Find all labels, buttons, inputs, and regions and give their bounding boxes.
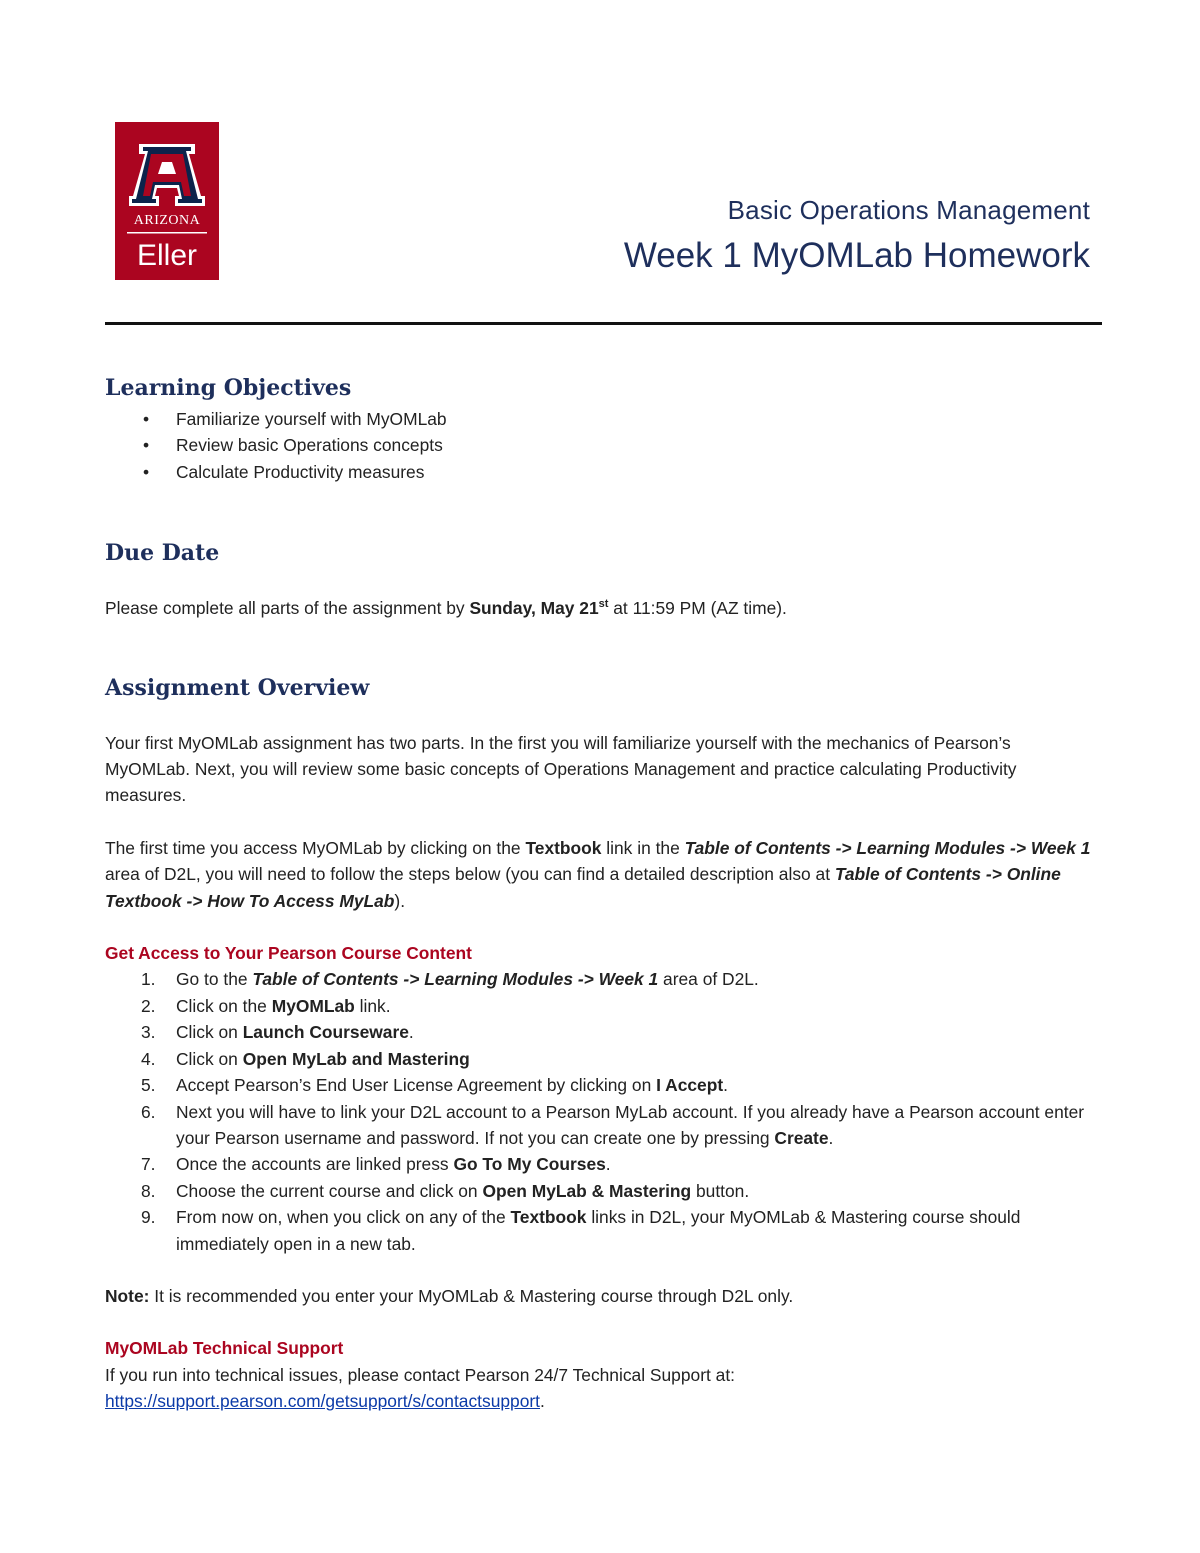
note-paragraph: Note: It is recommended you enter your MyOMLab & Mastering course through D2L only. xyxy=(105,1285,794,1306)
page-title: Week 1 MyOMLab Homework xyxy=(623,236,1090,275)
due-date-value: Sunday, May 21st xyxy=(469,598,609,619)
objective-item: • Familiarize yourself with MyOMLab xyxy=(105,406,1100,432)
document-body xyxy=(105,372,1100,1415)
objectives-list xyxy=(105,406,1100,485)
step-item: 2. Click on the MyOMLab link. xyxy=(141,995,391,1016)
support-link[interactable]: https://support.pearson.com/getsupport/s/contactsupport xyxy=(105,1391,541,1412)
support-text: If you run into technical issues, please contact Pearson 24/7 Technical Support at: xyxy=(105,1364,735,1385)
step-item: 7. Once the accounts are linked press Go To My Courses. xyxy=(141,1154,611,1175)
due-date-text: Please complete all parts of the assignment by Sunday, May 21st at 11:59 PM (AZ time). xyxy=(105,598,787,619)
overview-paragraph-1: Your first MyOMLab assignment has two parts. In the first you will familiarize yourself with the mechanics of Pearson’s MyOMLab. Next, you will review some basic concepts of Operations Management and practice calculating Productivity measures. xyxy=(105,732,1017,806)
support-heading: MyOMLab Technical Support xyxy=(105,1338,344,1359)
step-item: 8. Choose the current course and click on Open MyLab & Mastering button. xyxy=(141,1180,750,1201)
arizona-a-logo-mark xyxy=(115,122,219,280)
step-item: 4. Click on Open MyLab and Mastering xyxy=(141,1048,470,1069)
objectives-heading: Learning Objectives xyxy=(105,375,352,401)
overview-paragraph-2: The first time you access MyOMLab by clicking on the Textbook link in the Table of Contents -> Learning Modules -> Week 1 area of D2L, you will need to follow the steps below (you can find a detailed description also at Table of Contents -> Online Textbook -> How To Access MyLab). xyxy=(105,837,1091,911)
logo-line1: ARIZONA xyxy=(133,213,201,228)
access-steps-list xyxy=(105,966,1100,1256)
access-heading: Get Access to Your Pearson Course Content xyxy=(105,943,472,964)
objective-item: • Review basic Operations concepts xyxy=(105,432,1100,458)
step-item: 1. Go to the Table of Contents -> Learning Modules -> Week 1 area of D2L. xyxy=(141,969,759,990)
objective-item: • Calculate Productivity measures xyxy=(105,459,1100,485)
step-item: 6. Next you will have to link your D2L account to a Pearson MyLab account. If you already have a Pearson account enter your Pearson username and password. If not you can create one by pressing Create. xyxy=(141,1101,1085,1148)
step-item: 5. Accept Pearson’s End User License Agreement by clicking on I Accept. xyxy=(141,1075,728,1096)
logo-divider xyxy=(127,232,207,234)
university-logo xyxy=(115,122,219,280)
overview-heading: Assignment Overview xyxy=(105,674,370,701)
header-divider xyxy=(105,322,1102,325)
step-item: 9. From now on, when you click on any of the Textbook links in D2L, your MyOMLab & Mastering course should immediately open in a new tab. xyxy=(141,1207,1021,1254)
step-item: 3. Click on Launch Courseware. xyxy=(141,1022,414,1043)
due-date-heading: Due Date xyxy=(105,540,220,567)
logo-line2: Eller xyxy=(136,239,198,272)
support-link-line: https://support.pearson.com/getsupport/s/contactsupport. xyxy=(105,1391,545,1412)
course-subtitle: Basic Operations Management xyxy=(727,195,1090,225)
